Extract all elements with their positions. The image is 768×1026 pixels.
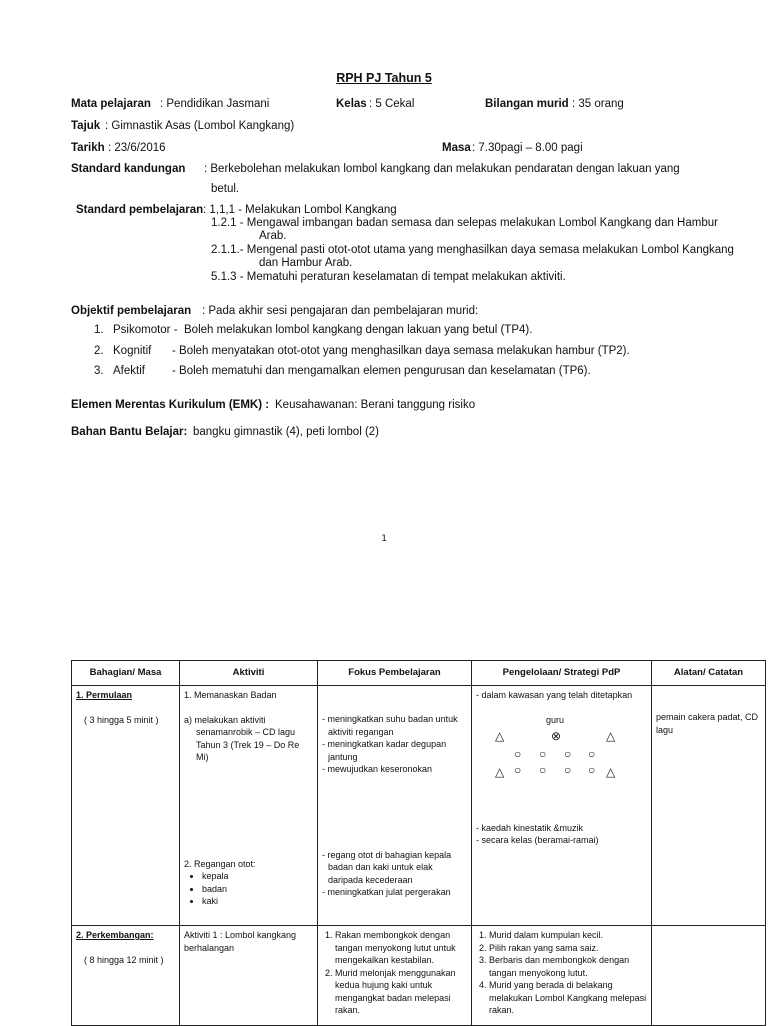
student-icon: ○ <box>539 746 547 761</box>
fokus-item: - mewujudkan keseronokan <box>322 764 433 774</box>
triangle-icon: △ <box>606 764 616 779</box>
student-icon: ○ <box>564 746 572 761</box>
lesson-table <box>71 660 766 1026</box>
pengelolaan-text: - dalam kawasan yang telah ditetapkan <box>476 690 633 700</box>
bahagian-name: 2. Perkembangan: <box>76 930 154 940</box>
fokus-item: - meningkatkan julat pergerakan <box>322 887 451 897</box>
bilangan-label: Bilangan murid <box>485 98 569 110</box>
sp-item-text: 2.1.1.- Mengenal pasti otot-otot utama yang menghasilkan daya semasa melakukan Lombol Kangkang dan Hambur Arab. <box>211 244 734 269</box>
header-fokus: Fokus Pembelajaran <box>318 661 472 686</box>
emk-label: Elemen Merentas Kurikulum (EMK) : <box>71 399 270 411</box>
list-item: • kepala <box>202 870 313 883</box>
tarikh-value: : 23/6/2016 <box>108 142 166 154</box>
sp-item-3: 5.1.3 - Mematuhi peraturan keselamatan di tempat melakukan aktiviti. <box>211 271 566 283</box>
bahagian-masa: ( 8 hingga 12 minit ) <box>84 954 164 965</box>
list-item: 4. Murid yang berada di belakang melakukan Lombol Kangkang melepasi rakan. <box>489 979 647 1017</box>
objektif-text: - Boleh menyatakan otot-otot yang menghasilkan daya semasa melakukan hambur (TP2). <box>172 345 630 357</box>
page-number: 1 <box>381 534 387 544</box>
cell-bahagian <box>72 686 180 926</box>
bahagian-name: 1. Permulaan <box>76 690 133 700</box>
pengelolaan-list <box>476 929 647 1017</box>
list-item: • badan <box>202 883 313 896</box>
cell-fokus <box>318 686 472 926</box>
aktiviti-title: 1. Memanaskan Badan <box>184 690 277 700</box>
aktiviti-text: Aktiviti 1 : Lombol kangkang berhalangan <box>184 930 297 953</box>
student-icon: ○ <box>514 746 522 761</box>
list-item: 3. Berbaris dan membongkok dengan tangan menyokong lutut. <box>489 954 647 979</box>
bbb-label: Bahan Bantu Belajar: <box>71 426 188 438</box>
student-icon: ○ <box>539 762 547 777</box>
kelas-label: Kelas <box>336 98 367 110</box>
mata-value: : Pendidikan Jasmani <box>160 98 270 110</box>
pengelolaan-item: - secara kelas (beramai-ramai) <box>476 835 599 845</box>
list-item: 1. Rakan membongkok dengan tangan menyokong lutut untuk mengekalkan kestabilan. <box>335 929 467 967</box>
header-bahagian: Bahagian/ Masa <box>72 661 180 686</box>
cell-pengelolaan <box>472 926 652 1026</box>
list-item: 2. Murid melonjak menggunakan kedua hujung kaki untuk mengangkat badan melepasi rakan. <box>335 967 467 1017</box>
cell-fokus <box>318 926 472 1026</box>
objektif-num: 1. <box>94 324 104 336</box>
cell-pengelolaan <box>472 686 652 926</box>
objektif-domain: Psikomotor - <box>113 324 178 336</box>
cell-aktiviti <box>180 686 318 926</box>
sp-item-text: 1.2.1 - Mengawal imbangan badan semasa dan selepas melakukan Lombol Kangkang dan Hambur Arab. <box>211 217 718 242</box>
masa-value: : 7.30pagi – 8.00 pagi <box>472 142 583 154</box>
cell-alatan <box>652 686 766 926</box>
tajuk-label: Tajuk <box>71 120 101 132</box>
pengelolaan-item: - kaedah kinestatik &muzik <box>476 822 584 833</box>
fokus-item: - meningkatkan kadar degupan jantung <box>322 739 447 762</box>
tarikh-label: Tarikh <box>71 142 105 154</box>
triangle-icon: △ <box>495 764 505 779</box>
sk-value-line2: betul. <box>211 183 240 195</box>
list-item: 1. Murid dalam kumpulan kecil. <box>489 929 647 942</box>
cell-alatan <box>652 926 766 1026</box>
table-row <box>72 926 766 1026</box>
sp-item-2 <box>211 244 746 269</box>
objektif-domain: Kognitif <box>113 345 152 357</box>
triangle-icon: △ <box>495 728 505 743</box>
list-item: • kaki <box>202 895 313 908</box>
triangle-icon: △ <box>606 728 616 743</box>
header-pengelolaan: Pengelolaan/ Strategi PdP <box>472 661 652 686</box>
student-icon: ○ <box>514 762 522 777</box>
objektif-num: 3. <box>94 365 104 377</box>
student-icon: ○ <box>588 762 596 777</box>
formation-diagram <box>476 712 647 802</box>
student-icon: ○ <box>564 762 572 777</box>
tajuk-value: : Gimnastik Asas (Lombol Kangkang) <box>105 120 295 132</box>
fokus-list <box>322 929 467 1017</box>
aktiviti-a: a) melakukan aktiviti senamanrobik – CD lagu Tahun 3 (Trek 19 – Do Re Mi) <box>184 714 300 762</box>
teacher-icon: ⊗ <box>551 728 562 743</box>
fokus-item: - regang otot di bahagian kepala badan dan kaki untuk elak daripada kecederaan <box>322 849 452 885</box>
table-header-row <box>72 661 766 686</box>
fokus-item: - meningkatkan suhu badan untuk aktiviti regangan <box>322 714 458 737</box>
header-aktiviti: Aktiviti <box>180 661 318 686</box>
alatan-text: pemain cakera padat, CD lagu <box>656 712 759 735</box>
bbb-value: bangku gimnastik (4), peti lombol (2) <box>193 426 379 438</box>
regangan-list <box>184 870 313 908</box>
cell-bahagian <box>72 926 180 1026</box>
sp-item-1 <box>211 217 746 242</box>
objektif-text: Boleh melakukan lombol kangkang dengan lakuan yang betul (TP4). <box>184 324 533 336</box>
table-row <box>72 686 766 926</box>
student-icon: ○ <box>588 746 596 761</box>
bahagian-masa: ( 3 hingga 5 minit ) <box>84 714 159 725</box>
objektif-num: 2. <box>94 345 104 357</box>
sk-label: Standard kandungan <box>71 163 186 175</box>
objektif-intro: : Pada akhir sesi pengajaran dan pembelajaran murid: <box>202 305 479 317</box>
kelas-value: : 5 Cekal <box>369 98 415 110</box>
header-alatan: Alatan/ Catatan <box>652 661 766 686</box>
sp-label: Standard pembelajaran <box>76 204 204 216</box>
aktiviti-2: 2. Regangan otot: <box>184 858 256 869</box>
masa-label: Masa <box>442 142 471 154</box>
objektif-label: Objektif pembelajaran <box>71 305 192 317</box>
mata-label: Mata pelajaran <box>71 98 151 110</box>
list-item: 2. Pilih rakan yang sama saiz. <box>489 942 647 955</box>
sp-value: : 1,1,1 - Melakukan Lombol Kangkang <box>203 204 397 216</box>
cell-aktiviti <box>180 926 318 1026</box>
objektif-text: - Boleh mematuhi dan mengamalkan elemen pengurusan dan keselamatan (TP6). <box>172 365 591 377</box>
emk-value: Keusahawanan: Berani tanggung risiko <box>275 399 476 411</box>
objektif-domain: Afektif <box>113 365 145 377</box>
page-title: RPH PJ Tahun 5 <box>336 71 432 85</box>
sk-value-line1: : Berkebolehan melakukan lombol kangkang dan melakukan pendaratan dengan lakuan yang <box>204 163 680 175</box>
bilangan-value: : 35 orang <box>572 98 624 110</box>
guru-label: guru <box>546 714 565 725</box>
